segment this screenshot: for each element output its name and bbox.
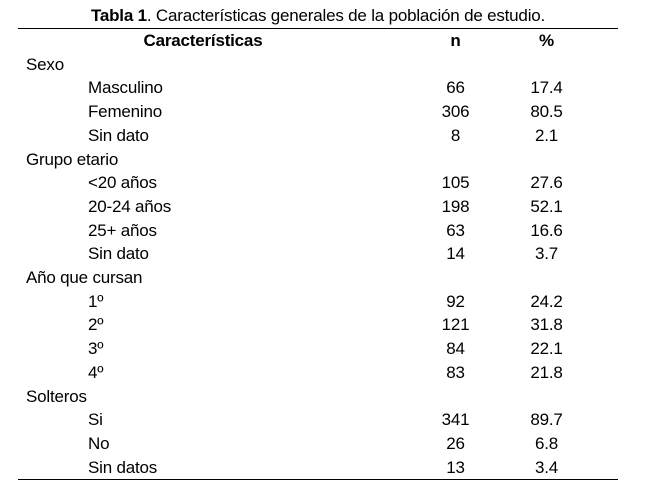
row-percent-value: 21.8: [530, 362, 563, 382]
row-label: Femenino: [88, 102, 162, 122]
table-row: [18, 337, 618, 361]
row-n-value: 121: [441, 315, 470, 335]
row-percent-value: 80.5: [530, 102, 563, 122]
group-label: Sexo: [26, 54, 64, 74]
row-percent-value: 52.1: [530, 196, 563, 216]
row-label: Sin dato: [88, 244, 149, 264]
table-bottom-rule: [18, 479, 618, 480]
header-row: [18, 29, 618, 53]
row-percent-value: 3.4: [534, 457, 559, 477]
caption-text: . Características generales de la población de estudio.: [146, 6, 546, 25]
row-label: 3º: [88, 339, 104, 359]
row-percent-value: 17.4: [530, 78, 563, 98]
table-row: [18, 76, 618, 100]
row-label: 2º: [88, 315, 104, 335]
row-percent-value: 2.1: [534, 125, 559, 145]
row-label: Si: [88, 410, 103, 430]
group-label: Año que cursan: [26, 268, 143, 288]
table-row: [18, 408, 618, 432]
group-row: [18, 385, 618, 409]
row-percent-value: 3.7: [534, 244, 559, 264]
row-label: Masculino: [88, 78, 163, 98]
caption-label: Tabla 1: [90, 6, 147, 25]
row-label: No: [88, 433, 110, 453]
row-n-value: 92: [446, 291, 465, 311]
row-label: Sin datos: [88, 457, 158, 477]
table-row: [18, 219, 618, 243]
table-row: [18, 242, 618, 266]
row-n-value: 14: [446, 244, 465, 264]
row-n-value: 63: [446, 220, 465, 240]
row-n-value: 84: [446, 339, 465, 359]
row-n-value: 306: [441, 102, 470, 122]
header-percent: %: [539, 31, 554, 50]
row-n-value: 83: [446, 362, 465, 382]
group-label: Grupo etario: [26, 149, 119, 169]
header-characteristics: Características: [143, 31, 263, 50]
row-label: Sin dato: [88, 125, 149, 145]
row-label: 20-24 años: [88, 196, 172, 216]
row-label: 1º: [88, 291, 104, 311]
group-row: [18, 148, 618, 172]
row-n-value: 66: [446, 78, 465, 98]
table-row: [18, 432, 618, 456]
table-row: [18, 361, 618, 385]
row-percent-value: 22.1: [530, 339, 563, 359]
row-n-value: 341: [441, 410, 470, 430]
table-body: [18, 53, 618, 480]
row-percent-value: 24.2: [530, 291, 563, 311]
data-table: [18, 29, 618, 479]
row-n-value: 8: [450, 125, 461, 145]
row-percent-value: 89.7: [530, 410, 563, 430]
header-n: n: [450, 31, 461, 50]
row-n-value: 13: [446, 457, 465, 477]
row-percent-value: 6.8: [534, 433, 559, 453]
table-row: [18, 124, 618, 148]
row-label: 25+ años: [88, 220, 157, 240]
document: [18, 6, 618, 480]
group-label: Solteros: [26, 386, 87, 406]
row-percent-value: 16.6: [530, 220, 563, 240]
row-label: 4º: [88, 362, 104, 382]
row-label: <20 años: [88, 173, 157, 193]
row-n-value: 26: [446, 433, 465, 453]
table-row: [18, 195, 618, 219]
table-row: [18, 100, 618, 124]
row-percent-value: 31.8: [530, 315, 563, 335]
row-n-value: 105: [441, 173, 470, 193]
table-row: [18, 456, 618, 480]
group-row: [18, 53, 618, 77]
row-n-value: 198: [441, 196, 470, 216]
group-row: [18, 266, 618, 290]
row-percent-value: 27.6: [530, 173, 563, 193]
table-caption: [18, 6, 618, 26]
table-row: [18, 171, 618, 195]
table-row: [18, 313, 618, 337]
table-row: [18, 290, 618, 314]
